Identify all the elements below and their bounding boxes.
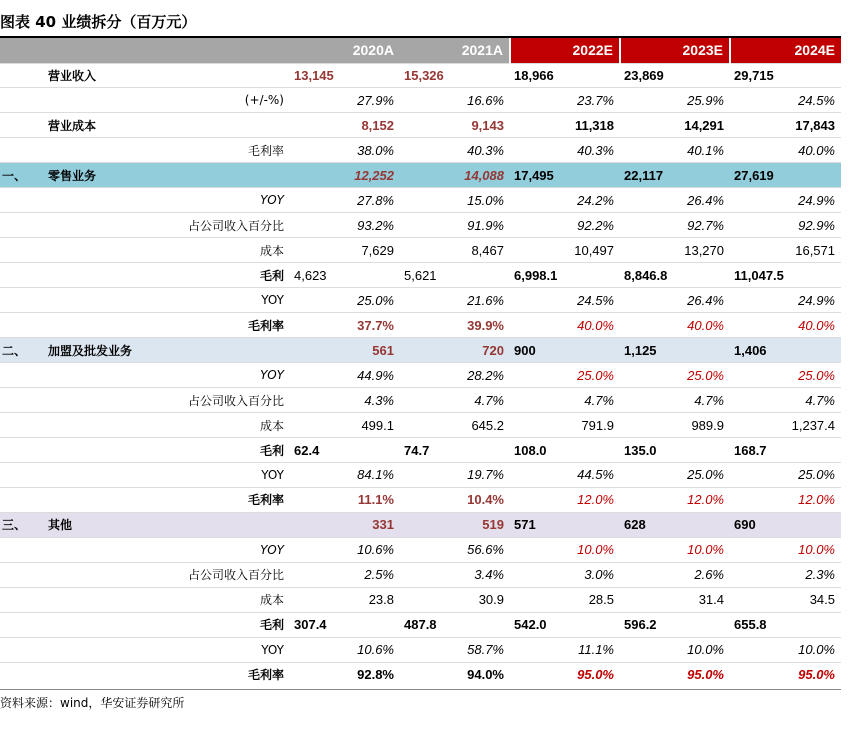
cell: 25.0% <box>510 363 620 388</box>
section-row-other <box>0 512 841 537</box>
cell: 16,571 <box>730 238 841 263</box>
row-index <box>0 537 40 562</box>
cell: 38.0% <box>290 138 400 163</box>
cell: 95.0% <box>620 662 730 687</box>
cell: 8,152 <box>290 113 400 138</box>
row-index: 二、 <box>0 338 40 363</box>
row-index <box>0 562 40 587</box>
row-index <box>0 288 40 313</box>
table-row <box>0 487 841 512</box>
row-index <box>0 213 40 238</box>
cell: 10.6% <box>290 637 400 662</box>
cell: 628 <box>620 512 730 537</box>
row-label: 毛利率 <box>40 487 290 512</box>
cell: 26.4% <box>620 288 730 313</box>
row-label: YOY <box>40 188 290 213</box>
cell: 12,252 <box>290 163 400 188</box>
row-index <box>0 463 40 488</box>
cell: 1,406 <box>730 338 841 363</box>
cell: 11.1% <box>510 637 620 662</box>
cell: 4.7% <box>510 388 620 413</box>
cell: 24.5% <box>510 288 620 313</box>
column-header-forecast: 2024E <box>730 38 841 63</box>
row-index: 一、 <box>0 163 40 188</box>
cell: 29,715 <box>730 63 841 88</box>
table-row <box>0 263 841 288</box>
cell: 23.8 <box>290 587 400 612</box>
cell: 4,623 <box>290 263 400 288</box>
table-row <box>0 63 841 88</box>
cell: 62.4 <box>290 438 400 463</box>
row-label: (+/-%) <box>40 88 290 113</box>
cell: 14,291 <box>620 113 730 138</box>
cell: 8,846.8 <box>620 263 730 288</box>
row-label: 毛利 <box>40 438 290 463</box>
row-label: YOY <box>40 363 290 388</box>
cell: 23,869 <box>620 63 730 88</box>
cell: 596.2 <box>620 612 730 637</box>
cell: 989.9 <box>620 413 730 438</box>
row-label: 成本 <box>40 413 290 438</box>
row-label: 加盟及批发业务 <box>40 338 290 363</box>
cell: 27,619 <box>730 163 841 188</box>
row-label: 占公司收入百分比 <box>40 213 290 238</box>
row-label: 毛利率 <box>40 138 290 163</box>
cell: 6,998.1 <box>510 263 620 288</box>
cell: 4.3% <box>290 388 400 413</box>
row-index <box>0 188 40 213</box>
table-row <box>0 138 841 163</box>
section-row-franchise-wholesale <box>0 338 841 363</box>
cell: 2.6% <box>620 562 730 587</box>
cell: 13,145 <box>290 63 400 88</box>
row-label: 营业收入 <box>40 63 290 88</box>
cell: 30.9 <box>400 587 510 612</box>
cell: 10,497 <box>510 238 620 263</box>
cell: 92.2% <box>510 213 620 238</box>
table-row <box>0 537 841 562</box>
table-row <box>0 213 841 238</box>
table-row <box>0 238 841 263</box>
table-row <box>0 363 841 388</box>
cell: 135.0 <box>620 438 730 463</box>
cell: 15.0% <box>400 188 510 213</box>
row-index <box>0 612 40 637</box>
table-bottom-divider <box>0 689 841 690</box>
cell: 44.9% <box>290 363 400 388</box>
row-index <box>0 363 40 388</box>
cell: 28.5 <box>510 587 620 612</box>
cell: 40.3% <box>400 138 510 163</box>
row-label: 成本 <box>40 587 290 612</box>
column-header-forecast: 2022E <box>510 38 620 63</box>
cell: 900 <box>510 338 620 363</box>
cell: 2.5% <box>290 562 400 587</box>
header-blank <box>40 38 290 63</box>
cell: 17,495 <box>510 163 620 188</box>
cell: 26.4% <box>620 188 730 213</box>
cell: 16.6% <box>400 88 510 113</box>
row-label: YOY <box>40 637 290 662</box>
cell: 10.0% <box>620 537 730 562</box>
cell: 5,621 <box>400 263 510 288</box>
cell: 108.0 <box>510 438 620 463</box>
cell: 12.0% <box>620 487 730 512</box>
table-row <box>0 587 841 612</box>
row-index <box>0 113 40 138</box>
cell: 24.2% <box>510 188 620 213</box>
cell: 31.4 <box>620 587 730 612</box>
row-index <box>0 263 40 288</box>
row-index <box>0 313 40 338</box>
cell: 10.0% <box>730 537 841 562</box>
row-label: 其他 <box>40 512 290 537</box>
figure-title: 图表 40 业绩拆分（百万元） <box>0 13 197 31</box>
cell: 15,326 <box>400 63 510 88</box>
cell: 92.7% <box>620 213 730 238</box>
cell: 10.0% <box>620 637 730 662</box>
cell: 10.0% <box>510 537 620 562</box>
cell: 27.8% <box>290 188 400 213</box>
row-index <box>0 438 40 463</box>
cell: 27.9% <box>290 88 400 113</box>
cell: 14,088 <box>400 163 510 188</box>
row-index <box>0 637 40 662</box>
cell: 25.0% <box>620 363 730 388</box>
cell: 12.0% <box>730 487 841 512</box>
cell: 40.3% <box>510 138 620 163</box>
cell: 499.1 <box>290 413 400 438</box>
cell: 56.6% <box>400 537 510 562</box>
cell: 10.4% <box>400 487 510 512</box>
cell: 3.0% <box>510 562 620 587</box>
cell: 28.2% <box>400 363 510 388</box>
cell: 40.0% <box>510 313 620 338</box>
cell: 17,843 <box>730 113 841 138</box>
table-row <box>0 413 841 438</box>
table-row <box>0 388 841 413</box>
cell: 24.9% <box>730 188 841 213</box>
cell: 571 <box>510 512 620 537</box>
cell: 74.7 <box>400 438 510 463</box>
cell: 24.5% <box>730 88 841 113</box>
cell: 25.9% <box>620 88 730 113</box>
column-header: 2021A <box>400 38 510 63</box>
cell: 24.9% <box>730 288 841 313</box>
cell: 1,237.4 <box>730 413 841 438</box>
cell: 12.0% <box>510 487 620 512</box>
cell: 11,318 <box>510 113 620 138</box>
cell: 37.7% <box>290 313 400 338</box>
cell: 3.4% <box>400 562 510 587</box>
row-label: 毛利率 <box>40 662 290 687</box>
header-blank <box>0 38 40 63</box>
cell: 39.9% <box>400 313 510 338</box>
row-index <box>0 63 40 88</box>
cell: 84.1% <box>290 463 400 488</box>
row-index: 三、 <box>0 512 40 537</box>
cell: 791.9 <box>510 413 620 438</box>
row-index <box>0 138 40 163</box>
cell: 7,629 <box>290 238 400 263</box>
cell: 25.0% <box>290 288 400 313</box>
earnings-breakdown-table <box>0 38 841 687</box>
row-label: YOY <box>40 537 290 562</box>
cell: 4.7% <box>620 388 730 413</box>
table-row <box>0 612 841 637</box>
cell: 168.7 <box>730 438 841 463</box>
cell: 307.4 <box>290 612 400 637</box>
source-note: 资料来源：wind，华安证券研究所 <box>0 696 185 710</box>
table-row <box>0 662 841 687</box>
row-label: YOY <box>40 288 290 313</box>
row-label: 占公司收入百分比 <box>40 388 290 413</box>
cell: 95.0% <box>730 662 841 687</box>
cell: 40.1% <box>620 138 730 163</box>
table-row <box>0 113 841 138</box>
cell: 1,125 <box>620 338 730 363</box>
row-index <box>0 487 40 512</box>
table-row <box>0 88 841 113</box>
cell: 4.7% <box>400 388 510 413</box>
cell: 23.7% <box>510 88 620 113</box>
cell: 40.0% <box>730 313 841 338</box>
cell: 25.0% <box>730 363 841 388</box>
table-row <box>0 637 841 662</box>
cell: 4.7% <box>730 388 841 413</box>
cell: 690 <box>730 512 841 537</box>
cell: 93.2% <box>290 213 400 238</box>
cell: 18,966 <box>510 63 620 88</box>
row-label: 毛利 <box>40 263 290 288</box>
table-row <box>0 463 841 488</box>
cell: 2.3% <box>730 562 841 587</box>
row-label: 零售业务 <box>40 163 290 188</box>
cell: 9,143 <box>400 113 510 138</box>
cell: 331 <box>290 512 400 537</box>
column-header: 2020A <box>290 38 400 63</box>
cell: 22,117 <box>620 163 730 188</box>
row-label: 占公司收入百分比 <box>40 562 290 587</box>
table-row <box>0 562 841 587</box>
row-label: 毛利 <box>40 612 290 637</box>
cell: 720 <box>400 338 510 363</box>
cell: 40.0% <box>730 138 841 163</box>
row-index <box>0 388 40 413</box>
cell: 487.8 <box>400 612 510 637</box>
row-label: YOY <box>40 463 290 488</box>
row-label: 营业成本 <box>40 113 290 138</box>
cell: 645.2 <box>400 413 510 438</box>
cell: 655.8 <box>730 612 841 637</box>
row-index <box>0 587 40 612</box>
row-label: 成本 <box>40 238 290 263</box>
row-index <box>0 662 40 687</box>
table-row <box>0 188 841 213</box>
row-index <box>0 238 40 263</box>
row-label: 毛利率 <box>40 313 290 338</box>
column-header-forecast: 2023E <box>620 38 730 63</box>
cell: 92.8% <box>290 662 400 687</box>
cell: 8,467 <box>400 238 510 263</box>
cell: 95.0% <box>510 662 620 687</box>
cell: 13,270 <box>620 238 730 263</box>
cell: 11.1% <box>290 487 400 512</box>
cell: 91.9% <box>400 213 510 238</box>
table-row <box>0 288 841 313</box>
cell: 94.0% <box>400 662 510 687</box>
cell: 10.6% <box>290 537 400 562</box>
cell: 561 <box>290 338 400 363</box>
cell: 10.0% <box>730 637 841 662</box>
cell: 25.0% <box>730 463 841 488</box>
cell: 40.0% <box>620 313 730 338</box>
table-row <box>0 438 841 463</box>
cell: 21.6% <box>400 288 510 313</box>
row-index <box>0 88 40 113</box>
cell: 34.5 <box>730 587 841 612</box>
cell: 58.7% <box>400 637 510 662</box>
section-row-retail <box>0 163 841 188</box>
cell: 542.0 <box>510 612 620 637</box>
cell: 19.7% <box>400 463 510 488</box>
cell: 25.0% <box>620 463 730 488</box>
row-index <box>0 413 40 438</box>
cell: 11,047.5 <box>730 263 841 288</box>
cell: 92.9% <box>730 213 841 238</box>
table-row <box>0 313 841 338</box>
cell: 519 <box>400 512 510 537</box>
cell: 44.5% <box>510 463 620 488</box>
header-row <box>0 38 841 63</box>
